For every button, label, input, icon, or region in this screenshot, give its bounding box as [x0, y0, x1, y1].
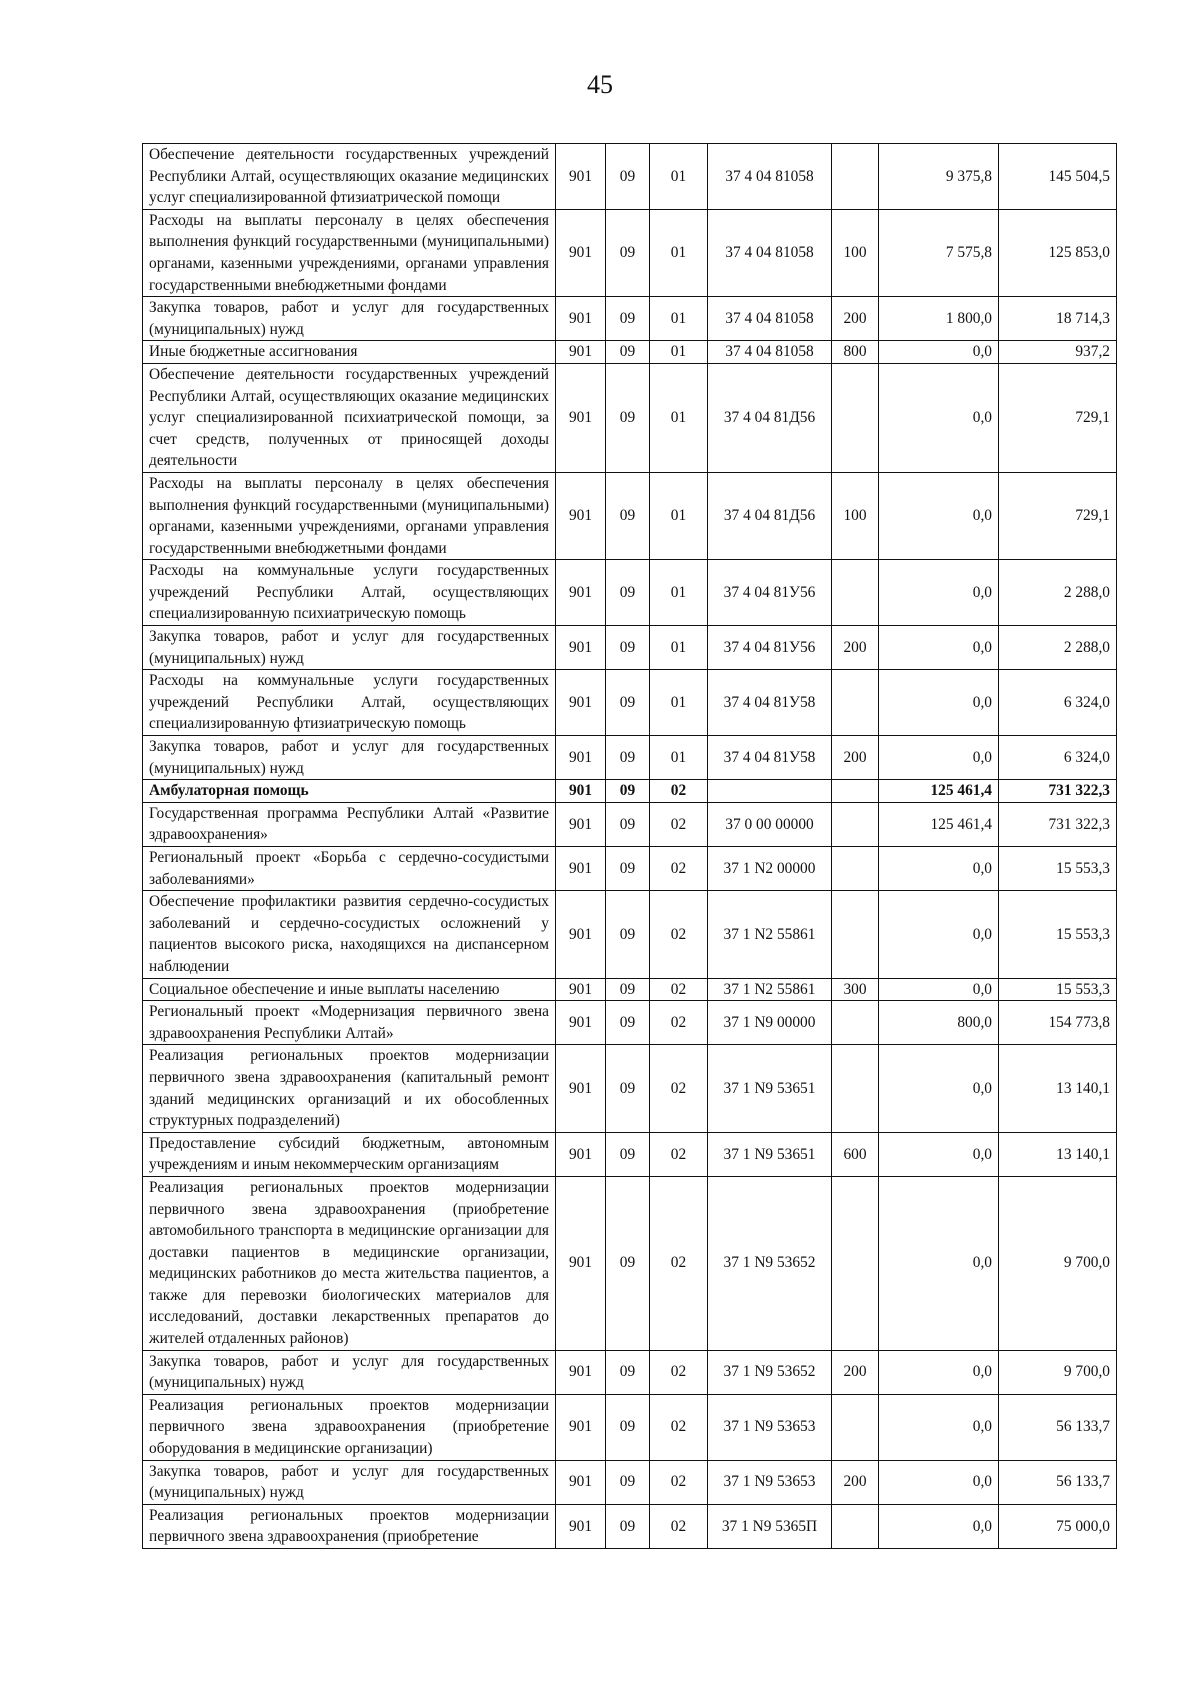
expense-name-cell: Государственная программа Республики Алтай «Развитие здравоохранения»: [143, 802, 556, 846]
subsection-code-cell: 02: [650, 1001, 708, 1045]
amount-1-cell: 0,0: [879, 1132, 999, 1176]
table-row: [143, 1504, 1117, 1548]
expense-name-cell: Предоставление субсидий бюджетным, автономным учреждениям и иным некоммерческим организациям: [143, 1132, 556, 1176]
section-code-cell: 09: [606, 802, 650, 846]
section-code-cell: 09: [606, 847, 650, 891]
target-item-code-cell: 37 4 04 81058: [708, 209, 832, 296]
table-row: [143, 209, 1117, 296]
amount-2-cell: 2 288,0: [999, 626, 1117, 670]
amount-2-cell: 18 714,3: [999, 297, 1117, 341]
target-item-code-cell: 37 1 N9 5365П: [708, 1504, 832, 1548]
expense-type-code-cell: [832, 670, 879, 736]
expense-name-cell: Расходы на выплаты персоналу в целях обеспечения выполнения функций государственными (муниципальными) органами, казенными учреждениями, органами управления государственными внебюджетными фондами: [143, 472, 556, 559]
table-row: [143, 780, 1117, 803]
grbs-code-cell: 901: [556, 1394, 606, 1460]
grbs-code-cell: 901: [556, 626, 606, 670]
target-item-code-cell: 37 4 04 81У58: [708, 736, 832, 780]
expense-name-cell: Закупка товаров, работ и услуг для государственных (муниципальных) нужд: [143, 736, 556, 780]
subsection-code-cell: 02: [650, 1176, 708, 1350]
subsection-code-cell: 01: [650, 736, 708, 780]
table-row: [143, 626, 1117, 670]
amount-2-cell: 9 700,0: [999, 1176, 1117, 1350]
subsection-code-cell: 02: [650, 1504, 708, 1548]
expense-name-cell: Реализация региональных проектов модернизации первичного звена здравоохранения (приобретение автомобильного транспорта в медицинские организации для доставки пациентов в медицинские организации, медицинских работников до места жительства пациентов, а также для перевозки биологических материалов для исследований, доставки лекарственных препаратов до жителей отдаленных районов): [143, 1176, 556, 1350]
amount-1-cell: 800,0: [879, 1001, 999, 1045]
expense-name-cell: Реализация региональных проектов модернизации первичного звена здравоохранения (капитальный ремонт зданий медицинских организаций и их обособленных структурных подразделений): [143, 1045, 556, 1132]
expense-type-code-cell: 200: [832, 626, 879, 670]
amount-1-cell: 9 375,8: [879, 144, 999, 210]
table-row: [143, 847, 1117, 891]
amount-1-cell: 0,0: [879, 363, 999, 472]
amount-1-cell: 0,0: [879, 1045, 999, 1132]
section-code-cell: 09: [606, 1394, 650, 1460]
table-row: [143, 1460, 1117, 1504]
budget-table: [142, 143, 1117, 1549]
grbs-code-cell: 901: [556, 978, 606, 1001]
amount-2-cell: 145 504,5: [999, 144, 1117, 210]
grbs-code-cell: 901: [556, 780, 606, 803]
table-row: [143, 341, 1117, 364]
amount-2-cell: 56 133,7: [999, 1394, 1117, 1460]
grbs-code-cell: 901: [556, 1350, 606, 1394]
target-item-code-cell: 37 1 N9 00000: [708, 1001, 832, 1045]
target-item-code-cell: 37 4 04 81058: [708, 144, 832, 210]
grbs-code-cell: 901: [556, 1460, 606, 1504]
grbs-code-cell: 901: [556, 1001, 606, 1045]
amount-2-cell: 13 140,1: [999, 1132, 1117, 1176]
section-code-cell: 09: [606, 780, 650, 803]
grbs-code-cell: 901: [556, 209, 606, 296]
target-item-code-cell: 37 4 04 81058: [708, 297, 832, 341]
grbs-code-cell: 901: [556, 1504, 606, 1548]
subsection-code-cell: 02: [650, 978, 708, 1001]
expense-name-cell: Обеспечение деятельности государственных учреждений Республики Алтай, осуществляющих оказание медицинских услуг специализированной психиатрической помощи, за счет средств, полученных от приносящей доходы деятельности: [143, 363, 556, 472]
target-item-code-cell: 37 1 N2 55861: [708, 891, 832, 978]
amount-2-cell: 15 553,3: [999, 847, 1117, 891]
subsection-code-cell: 01: [650, 363, 708, 472]
amount-1-cell: 0,0: [879, 670, 999, 736]
table-row: [143, 1350, 1117, 1394]
grbs-code-cell: 901: [556, 297, 606, 341]
amount-2-cell: 2 288,0: [999, 560, 1117, 626]
amount-2-cell: 75 000,0: [999, 1504, 1117, 1548]
target-item-code-cell: 37 1 N9 53652: [708, 1176, 832, 1350]
table-body: [143, 144, 1117, 1549]
target-item-code-cell: 37 4 04 81У56: [708, 626, 832, 670]
target-item-code-cell: 37 4 04 81058: [708, 341, 832, 364]
expense-name-cell: Закупка товаров, работ и услуг для государственных (муниципальных) нужд: [143, 626, 556, 670]
expense-type-code-cell: [832, 1504, 879, 1548]
page-number: 45: [587, 70, 613, 99]
section-code-cell: 09: [606, 1460, 650, 1504]
section-code-cell: 09: [606, 341, 650, 364]
table-row: [143, 144, 1117, 210]
amount-1-cell: 0,0: [879, 1176, 999, 1350]
expense-type-code-cell: 300: [832, 978, 879, 1001]
target-item-code-cell: 37 4 04 81У58: [708, 670, 832, 736]
grbs-code-cell: 901: [556, 847, 606, 891]
section-code-cell: 09: [606, 736, 650, 780]
amount-2-cell: 6 324,0: [999, 670, 1117, 736]
section-code-cell: 09: [606, 560, 650, 626]
amount-1-cell: 1 800,0: [879, 297, 999, 341]
subsection-code-cell: 01: [650, 670, 708, 736]
expense-type-code-cell: [832, 144, 879, 210]
subsection-code-cell: 02: [650, 1045, 708, 1132]
subsection-code-cell: 01: [650, 209, 708, 296]
expense-name-cell: Закупка товаров, работ и услуг для государственных (муниципальных) нужд: [143, 1350, 556, 1394]
target-item-code-cell: 37 1 N9 53651: [708, 1132, 832, 1176]
table-row: [143, 1394, 1117, 1460]
table-row: [143, 363, 1117, 472]
target-item-code-cell: 37 1 N9 53653: [708, 1394, 832, 1460]
amount-1-cell: 0,0: [879, 847, 999, 891]
target-item-code-cell: 37 1 N9 53653: [708, 1460, 832, 1504]
target-item-code-cell: [708, 780, 832, 803]
grbs-code-cell: 901: [556, 363, 606, 472]
subsection-code-cell: 02: [650, 1460, 708, 1504]
subsection-code-cell: 02: [650, 847, 708, 891]
amount-1-cell: 7 575,8: [879, 209, 999, 296]
expense-type-code-cell: [832, 780, 879, 803]
subsection-code-cell: 01: [650, 144, 708, 210]
expense-type-code-cell: 200: [832, 297, 879, 341]
expense-type-code-cell: [832, 847, 879, 891]
amount-1-cell: 0,0: [879, 1394, 999, 1460]
amount-1-cell: 0,0: [879, 341, 999, 364]
amount-1-cell: 125 461,4: [879, 802, 999, 846]
subsection-code-cell: 01: [650, 560, 708, 626]
amount-1-cell: 0,0: [879, 1504, 999, 1548]
amount-1-cell: 0,0: [879, 891, 999, 978]
section-code-cell: 09: [606, 626, 650, 670]
expense-type-code-cell: [832, 560, 879, 626]
grbs-code-cell: 901: [556, 341, 606, 364]
amount-2-cell: 125 853,0: [999, 209, 1117, 296]
amount-2-cell: 56 133,7: [999, 1460, 1117, 1504]
expense-name-cell: Иные бюджетные ассигнования: [143, 341, 556, 364]
target-item-code-cell: 37 4 04 81Д56: [708, 363, 832, 472]
expense-type-code-cell: 600: [832, 1132, 879, 1176]
expense-type-code-cell: [832, 1394, 879, 1460]
target-item-code-cell: 37 0 00 00000: [708, 802, 832, 846]
table-row: [143, 670, 1117, 736]
section-code-cell: 09: [606, 1045, 650, 1132]
expense-type-code-cell: [832, 891, 879, 978]
target-item-code-cell: 37 1 N9 53652: [708, 1350, 832, 1394]
amount-2-cell: 15 553,3: [999, 891, 1117, 978]
section-code-cell: 09: [606, 1001, 650, 1045]
expense-name-cell: Социальное обеспечение и иные выплаты населению: [143, 978, 556, 1001]
subsection-code-cell: 01: [650, 297, 708, 341]
table-row: [143, 1176, 1117, 1350]
amount-1-cell: 0,0: [879, 736, 999, 780]
expense-name-cell: Обеспечение деятельности государственных учреждений Республики Алтай, осуществляющих оказание медицинских услуг специализированной фтизиатрической помощи: [143, 144, 556, 210]
target-item-code-cell: 37 4 04 81У56: [708, 560, 832, 626]
expense-type-code-cell: [832, 363, 879, 472]
subsection-code-cell: 02: [650, 891, 708, 978]
subsection-code-cell: 02: [650, 1132, 708, 1176]
subsection-code-cell: 01: [650, 626, 708, 670]
amount-2-cell: 6 324,0: [999, 736, 1117, 780]
expense-type-code-cell: 200: [832, 1350, 879, 1394]
grbs-code-cell: 901: [556, 144, 606, 210]
target-item-code-cell: 37 1 N2 00000: [708, 847, 832, 891]
section-code-cell: 09: [606, 978, 650, 1001]
amount-2-cell: 729,1: [999, 363, 1117, 472]
amount-1-cell: 0,0: [879, 1350, 999, 1394]
table-row: [143, 978, 1117, 1001]
target-item-code-cell: 37 1 N9 53651: [708, 1045, 832, 1132]
expense-name-cell: Расходы на коммунальные услуги государственных учреждений Республики Алтай, осуществляющих специализированную психиатрическую помощь: [143, 560, 556, 626]
grbs-code-cell: 901: [556, 1176, 606, 1350]
grbs-code-cell: 901: [556, 736, 606, 780]
amount-1-cell: 0,0: [879, 560, 999, 626]
amount-2-cell: 13 140,1: [999, 1045, 1117, 1132]
expense-type-code-cell: 200: [832, 1460, 879, 1504]
amount-1-cell: 0,0: [879, 1460, 999, 1504]
grbs-code-cell: 901: [556, 472, 606, 559]
subsection-code-cell: 02: [650, 1394, 708, 1460]
subsection-code-cell: 02: [650, 780, 708, 803]
expense-type-code-cell: 100: [832, 472, 879, 559]
table-row: [143, 297, 1117, 341]
expense-name-cell: Расходы на коммунальные услуги государственных учреждений Республики Алтай, осуществляющих специализированную фтизиатрическую помощь: [143, 670, 556, 736]
expense-type-code-cell: [832, 802, 879, 846]
subsection-code-cell: 02: [650, 1350, 708, 1394]
amount-2-cell: 731 322,3: [999, 780, 1117, 803]
table-row: [143, 891, 1117, 978]
expense-name-cell: Закупка товаров, работ и услуг для государственных (муниципальных) нужд: [143, 1460, 556, 1504]
target-item-code-cell: 37 4 04 81Д56: [708, 472, 832, 559]
amount-1-cell: 0,0: [879, 978, 999, 1001]
section-code-cell: 09: [606, 670, 650, 736]
amount-2-cell: 15 553,3: [999, 978, 1117, 1001]
section-code-cell: 09: [606, 144, 650, 210]
grbs-code-cell: 901: [556, 560, 606, 626]
section-code-cell: 09: [606, 1350, 650, 1394]
expense-type-code-cell: [832, 1045, 879, 1132]
table-row: [143, 802, 1117, 846]
expense-type-code-cell: 100: [832, 209, 879, 296]
amount-2-cell: 937,2: [999, 341, 1117, 364]
grbs-code-cell: 901: [556, 891, 606, 978]
grbs-code-cell: 901: [556, 1132, 606, 1176]
expense-type-code-cell: 800: [832, 341, 879, 364]
table-row: [143, 736, 1117, 780]
expense-name-cell: Расходы на выплаты персоналу в целях обеспечения выполнения функций государственными (муниципальными) органами, казенными учреждениями, органами управления государственными внебюджетными фондами: [143, 209, 556, 296]
expense-name-cell: Обеспечение профилактики развития сердечно-сосудистых заболеваний и сердечно-сосудистых осложнений у пациентов высокого риска, находящихся на диспансерном наблюдении: [143, 891, 556, 978]
expense-name-cell: Региональный проект «Модернизация первичного звена здравоохранения Республики Алтай»: [143, 1001, 556, 1045]
subsection-code-cell: 02: [650, 802, 708, 846]
amount-2-cell: 729,1: [999, 472, 1117, 559]
section-code-cell: 09: [606, 209, 650, 296]
expense-name-cell: Реализация региональных проектов модернизации первичного звена здравоохранения (приобретение: [143, 1504, 556, 1548]
amount-2-cell: 154 773,8: [999, 1001, 1117, 1045]
section-code-cell: 09: [606, 472, 650, 559]
table-row: [143, 472, 1117, 559]
expense-name-cell: Реализация региональных проектов модернизации первичного звена здравоохранения (приобретение оборудования в медицинские организации): [143, 1394, 556, 1460]
expense-name-cell: Амбулаторная помощь: [143, 780, 556, 803]
expense-type-code-cell: 200: [832, 736, 879, 780]
grbs-code-cell: 901: [556, 670, 606, 736]
amount-2-cell: 731 322,3: [999, 802, 1117, 846]
table-row: [143, 1132, 1117, 1176]
expense-type-code-cell: [832, 1176, 879, 1350]
amount-1-cell: 0,0: [879, 472, 999, 559]
section-code-cell: 09: [606, 891, 650, 978]
table-row: [143, 1045, 1117, 1132]
section-code-cell: 09: [606, 1176, 650, 1350]
table-row: [143, 560, 1117, 626]
section-code-cell: 09: [606, 1132, 650, 1176]
section-code-cell: 09: [606, 297, 650, 341]
expense-name-cell: Закупка товаров, работ и услуг для государственных (муниципальных) нужд: [143, 297, 556, 341]
table-row: [143, 1001, 1117, 1045]
amount-1-cell: 0,0: [879, 626, 999, 670]
amount-2-cell: 9 700,0: [999, 1350, 1117, 1394]
subsection-code-cell: 01: [650, 472, 708, 559]
grbs-code-cell: 901: [556, 802, 606, 846]
target-item-code-cell: 37 1 N2 55861: [708, 978, 832, 1001]
grbs-code-cell: 901: [556, 1045, 606, 1132]
subsection-code-cell: 01: [650, 341, 708, 364]
expense-name-cell: Региональный проект «Борьба с сердечно-сосудистыми заболеваниями»: [143, 847, 556, 891]
amount-1-cell: 125 461,4: [879, 780, 999, 803]
expense-type-code-cell: [832, 1001, 879, 1045]
section-code-cell: 09: [606, 1504, 650, 1548]
section-code-cell: 09: [606, 363, 650, 472]
